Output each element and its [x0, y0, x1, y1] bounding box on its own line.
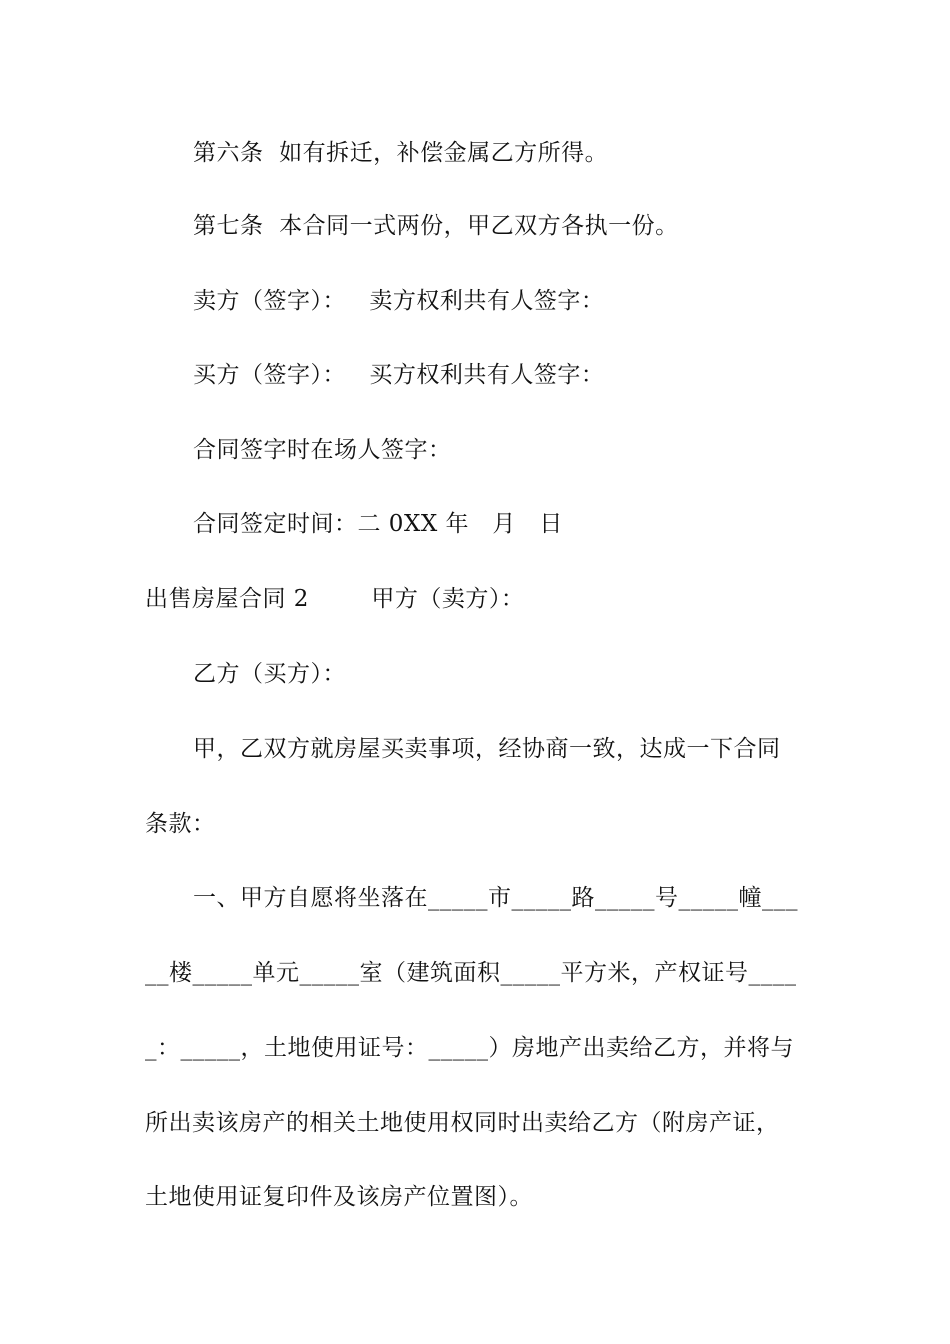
- seller-signature-line: 卖方（签字）： 卖方权利共有人签字：: [193, 288, 605, 314]
- clause-6: 第六条 如有拆迁，补偿金属乙方所得。: [193, 140, 609, 166]
- witness-signature-line: 合同签字时在场人签字：: [193, 437, 452, 463]
- preamble-line-1: 甲，乙双方就房屋买卖事项，经协商一致，达成一下合同: [193, 736, 781, 762]
- signing-date-line: 合同签定时间：二 0XX 年 月 日: [193, 511, 563, 537]
- clause-7: 第七条 本合同一式两份，甲乙双方各执一份。: [193, 213, 679, 239]
- party-b-line: 乙方（买方）：: [193, 661, 346, 687]
- buyer-signature-line: 买方（签字）： 买方权利共有人签字：: [193, 362, 605, 388]
- article-1-line-5: 土地使用证复印件及该房产位置图）。: [145, 1184, 533, 1210]
- article-1-line-1: 一、甲方自愿将坐落在_____市_____路_____号_____幢___: [193, 885, 798, 911]
- preamble-line-2: 条款：: [145, 811, 216, 837]
- contract-2-heading: 出售房屋合同 2 甲方（卖方）：: [145, 586, 525, 612]
- article-1-line-4: 所出卖该房产的相关土地使用权同时出卖给乙方（附房产证，: [145, 1110, 780, 1136]
- article-1-line-2: __楼_____单元_____室（建筑面积_____平方米，产权证号____: [145, 960, 797, 986]
- article-1-line-3: _：_____，土地使用证号：_____）房地产出卖给乙方，并将与: [145, 1035, 794, 1061]
